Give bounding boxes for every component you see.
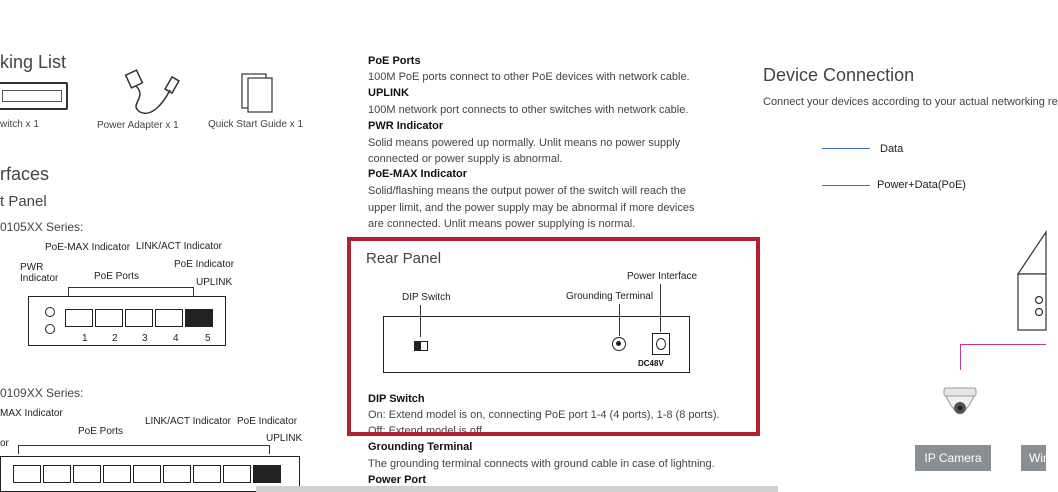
device-connection-desc: Connect your devices according to your actual networking re: [763, 96, 1058, 108]
grounding-heading: Grounding Terminal: [368, 441, 473, 453]
poe-max-desc-2: upper limit, and the power supply may be abnormal if more devices: [368, 202, 695, 214]
poe-max-heading: PoE-MAX Indicator: [368, 168, 468, 180]
label-link-act-a: LINK/ACT Indicator: [136, 241, 222, 252]
label-poe-indicator-b: PoE Indicator: [237, 416, 298, 427]
label-link-act-b: LINK/ACT Indicator: [145, 416, 231, 427]
interfaces-title: rfaces: [0, 164, 50, 184]
quick-start-guide-image: [240, 72, 276, 114]
pack-item-adapter: Power Adapter x 1: [97, 120, 179, 131]
port-number-5: 5: [205, 333, 211, 344]
legend-poe-label: Power+Data(PoE): [877, 179, 966, 191]
label-poe-ports-b: PoE Ports: [78, 426, 124, 437]
uplink-heading: UPLINK: [368, 87, 409, 99]
label-grounding-terminal: Grounding Terminal: [566, 291, 654, 302]
label-poe-max-a: PoE-MAX Indicator: [45, 242, 131, 253]
poe-connection-line: [960, 344, 1046, 345]
dip-switch-heading: DIP Switch: [368, 393, 425, 405]
label-uplink-b: UPLINK: [266, 433, 303, 444]
poe-max-desc-3: are connected. Unlit means power supplying is normal.: [368, 218, 636, 230]
switch-image: [0, 82, 68, 110]
rear-panel-title: Rear Panel: [366, 250, 442, 267]
front-panel-title: t Panel: [0, 193, 47, 210]
legend-data-line: [822, 148, 870, 149]
horizontal-scrollbar[interactable]: [256, 486, 778, 492]
dc-label: DC48V: [638, 359, 664, 368]
label-dip-switch: DIP Switch: [402, 292, 451, 303]
highlight-box: [347, 237, 760, 436]
pack-item-switch: witch x 1: [0, 119, 39, 130]
legend-poe-line: [822, 185, 870, 186]
port-number-3: 3: [142, 333, 148, 344]
label-uplink-a: UPLINK: [196, 277, 233, 288]
poe-ports-heading: PoE Ports: [368, 55, 421, 67]
front-panel-switch-b: [0, 456, 300, 492]
label-indicator: Indicator: [20, 273, 59, 284]
series-b-label: 0109XX Series:: [0, 386, 84, 400]
bracket-line-b: [18, 445, 270, 454]
label-pwr: PWR: [20, 262, 44, 273]
dip-switch-desc-1: On: Extend model is on, connecting PoE port 1-4 (4 ports), 1-8 (8 ports).: [368, 409, 720, 421]
device-connection-title: Device Connection: [763, 65, 915, 85]
packing-list-title: king List: [0, 52, 67, 72]
ip-camera-image: [940, 382, 980, 430]
uplink-desc: 100M network port connects to other switches with network cable.: [368, 104, 689, 116]
series-a-label: 0105XX Series:: [0, 220, 84, 234]
label-power-interface: Power Interface: [627, 271, 698, 282]
label-max-indicator-b: MAX Indicator: [0, 408, 63, 419]
label-poe-ports-a: PoE Ports: [94, 271, 140, 282]
port-number-2: 2: [112, 333, 118, 344]
ip-camera-label: IP Camera: [915, 445, 991, 471]
power-port-heading: Power Port: [368, 474, 427, 486]
legend-data-label: Data: [880, 143, 904, 155]
switch-device-image: [1012, 226, 1046, 334]
poe-ports-desc: 100M PoE ports connect to other PoE devices with network cable.: [368, 71, 690, 83]
dip-switch-desc-2: Off: Extend model is off.: [368, 425, 485, 437]
power-adapter-image: [118, 68, 186, 116]
port-number-4: 4: [173, 333, 179, 344]
poe-connection-line: [960, 344, 961, 370]
pwr-heading: PWR Indicator: [368, 120, 444, 132]
poe-max-desc-1: Solid/flashing means the output power of the switch will reach the: [368, 185, 686, 197]
pwr-desc-1: Solid means powered up normally. Unlit means no power supply: [368, 137, 681, 149]
front-panel-switch-a: [28, 296, 226, 346]
win-label: Win: [1021, 445, 1046, 471]
label-or-b: or: [0, 438, 9, 449]
pwr-desc-2: connected or power supply is abnormal.: [368, 153, 563, 165]
grounding-desc: The grounding terminal connects with ground cable in case of lightning.: [368, 458, 715, 470]
bracket-line: [68, 287, 194, 296]
label-poe-indicator-a: PoE Indicator: [174, 259, 235, 270]
pack-item-guide: Quick Start Guide x 1: [208, 119, 304, 130]
port-number-1: 1: [82, 333, 88, 344]
